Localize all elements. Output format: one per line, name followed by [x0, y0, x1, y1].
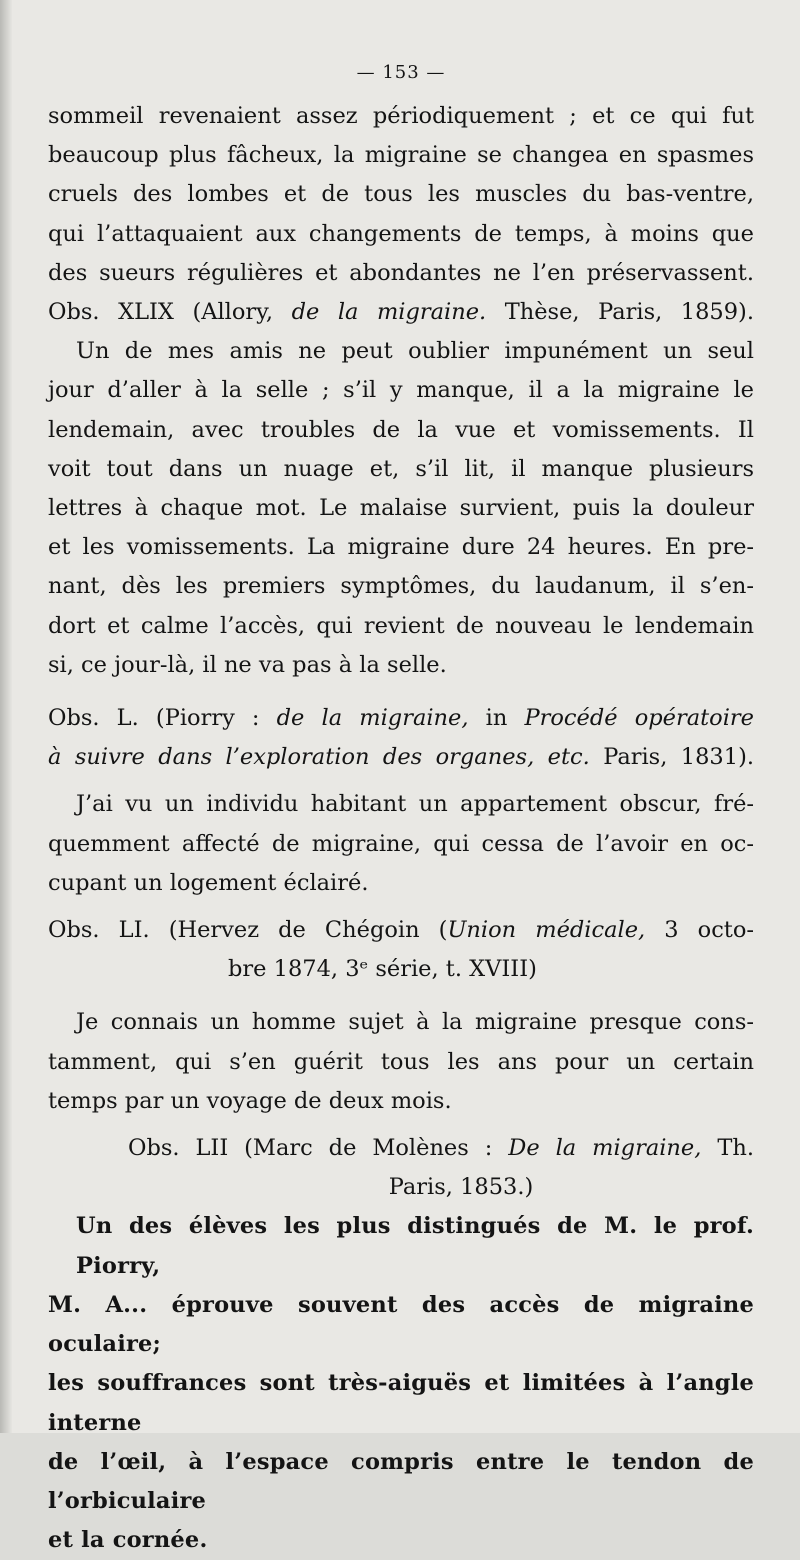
text-line: et la cornée.: [48, 1527, 208, 1554]
text-line: Je connais un homme sujet à la migraine presque cons-: [76, 1009, 754, 1036]
text-line: quemment affecté de migraine, qui cessa de l’avoir en oc-: [48, 830, 754, 857]
observation-heading-50: [48, 699, 754, 777]
obs-prefix: Obs. LII (Marc de Molènes :: [128, 1135, 493, 1162]
text-line: Un de mes amis ne peut oublier impunément un seul: [76, 338, 754, 365]
text-line: dort et calme l’accès, qui revient de nouveau le lendemain: [48, 612, 754, 639]
page-body: [48, 97, 754, 1560]
obs-suffix: 3 octo-: [664, 917, 755, 944]
text-line: lettres à chaque mot. Le malaise survient, puis la douleur: [48, 495, 754, 522]
text-line: Paris, 1853.): [388, 1174, 534, 1201]
text-line: Un des élèves les plus distingués de M. le prof. Piorry,: [76, 1213, 754, 1279]
text-line: J’ai vu un individu habitant un appartement obscur, fré-: [76, 791, 754, 818]
text-line: temps par un voyage de deux mois.: [48, 1087, 452, 1114]
obs-prefix: Obs. LI. (Hervez de Chégoin (: [48, 917, 448, 944]
observation-heading-52: [48, 1129, 754, 1207]
obs-source-italic: Procédé opératoire: [524, 705, 754, 732]
text-line: sommeil revenaient assez périodiquement ; et ce qui fut: [48, 103, 754, 129]
paragraph-continuation: [48, 97, 754, 293]
obs-suffix: Thèse, Paris, 1859).: [504, 299, 754, 326]
obs-prefix: Obs. L. (Piorry :: [48, 705, 260, 732]
text-line: beaucoup plus fâcheux, la migraine se changea en spasmes: [48, 142, 754, 169]
paragraph-dark-apartment: [48, 785, 754, 903]
paragraph-voyage: [48, 1003, 754, 1121]
obs-mid: in: [485, 705, 508, 732]
paragraph-friend: [48, 332, 754, 685]
obs-suffix: Paris, 1831).: [603, 744, 754, 771]
obs-title-italic: de la migraine.: [291, 299, 487, 326]
obs-title-italic: de la migraine,: [276, 705, 469, 732]
text-line: des sueurs régulières et abondantes ne l’en préservassent.: [48, 259, 754, 286]
text-line: les souffrances sont très-aiguës et limitées à l’angle interne: [48, 1370, 754, 1436]
obs-source-italic: Union médicale,: [447, 917, 646, 944]
text-line: qui l’attaquaient aux changements de temps, à moins que: [48, 220, 754, 247]
observation-heading-51: [48, 911, 754, 989]
page-edge-shadow: [0, 0, 12, 1433]
obs-suffix: Th.: [717, 1135, 755, 1162]
text-line: cruels des lombes et de tous les muscles du bas-ventre,: [48, 181, 754, 208]
text-line: lendemain, avec troubles de la vue et vomissements. Il: [48, 416, 754, 443]
text-line: tamment, qui s’en guérit tous les ans pour un certain: [48, 1048, 754, 1075]
text-line: bre 1874, 3ᵉ série, t. XVIII): [228, 956, 537, 983]
text-line: de l’œil, à l’espace compris entre le tendon de l’orbiculaire: [48, 1448, 754, 1514]
text-line: voit tout dans un nuage et, s’il lit, il manque plusieurs: [48, 455, 754, 482]
obs-prefix: Obs. XLIX (Allory,: [48, 299, 274, 326]
obs-title-italic: De la migraine,: [508, 1135, 702, 1162]
text-line: et les vomissements. La migraine dure 24 heures. En pre-: [48, 534, 754, 561]
text-line: nant, dès les premiers symptômes, du laudanum, il s’en-: [48, 573, 754, 600]
page-number: — 153 —: [356, 62, 446, 83]
text-line: cupant un logement éclairé.: [48, 869, 369, 896]
observation-heading-49: [48, 293, 754, 332]
obs-source-italic: à suivre dans l’exploration des organes, etc.: [48, 744, 590, 771]
paragraph-ocular-migraine: [48, 1207, 754, 1560]
text-line: jour d’aller à la selle ; s’il y manque, il a la migraine le: [48, 377, 754, 404]
text-line: si, ce jour-là, il ne va pas à la selle.: [48, 651, 447, 678]
text-line: M. A... éprouve souvent des accès de migraine oculaire;: [48, 1291, 754, 1358]
